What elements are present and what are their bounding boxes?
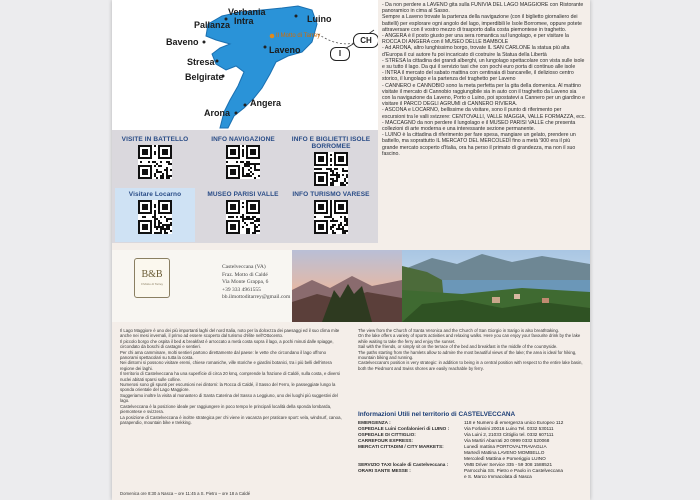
bb-address-hamlet: Fraz. Motto di Caldé [222, 271, 268, 278]
useful-info-table [358, 420, 584, 480]
qr-cell-visitare-locarno[interactable] [115, 188, 195, 242]
info-value: Via Luini 2, 21033 Cittiglio tel. 0332 607111 [464, 432, 554, 437]
bb-banner [112, 250, 590, 322]
qr-title: Visitare Locarno [128, 191, 182, 198]
bb-logo-text: B&B [141, 269, 163, 280]
description-paragraph: La posizione di Castelveccana è inoltre strategica per chi viene in vacanza per praticare sport: vela, windsurf, canoa, parapendio, mountain bike e trekking. [120, 414, 342, 425]
info-value: Martedì Mattina LAVENO MOMBELLO [464, 450, 545, 455]
description-paragraph: Il piccolo borgo che ospita il bed & breakfast è arroccato a metà costa sopra il lago, a pochi minuti dalle spiagge, circondato da boschi di castagni e sentieri. [120, 338, 334, 350]
qr-code-grid [112, 130, 378, 243]
map-town-intra: Intra [234, 16, 254, 26]
info-row [358, 474, 584, 480]
map-town-pallanza: Pallanza [194, 20, 231, 30]
description-paragraph: The paths starting from the hamlets allow to admire the most beautiful views of the lake; the area is ideal for hiking, mountain biking and running. [358, 349, 577, 361]
description-paragraph: Nei dintorni si possono visitare eremi, chiese romaniche, ville storiche e giardini botanici, tra i più belli dell'intera regione dei laghi. [120, 360, 332, 371]
mass-schedule-footer: Domenica ore 8:30 a Nasca – ore 11:45 a S. Pietro – ore 18 a Caldé [120, 491, 251, 496]
italian-description [120, 328, 342, 498]
map-town-stresa: Stresa [187, 57, 215, 67]
qr-code-icon [138, 200, 172, 234]
bb-contact-info [222, 264, 292, 302]
attraction-paragraph: - Ad ARONA, altro lunghissimo borgo, trovate IL SAN CARLONE la statua più alta d'Europa il cui autore fu poi incaricato di costruire la Statua della Libertà [382, 45, 570, 58]
description-paragraph: Numerosi sono gli spunti per escursioni nei dintorni: la Rocca di Caldé, il Sasso del Ferro, le passeggiate lungo la sponda orientale del Lago Maggiore. [120, 382, 336, 393]
qr-cell-visite-battello[interactable] [115, 133, 195, 187]
qr-code-icon [314, 152, 348, 186]
location-marker [270, 34, 275, 39]
qr-title: VISITE IN BATTELLO [121, 136, 189, 143]
qr-cell-museo-parisi-valle[interactable] [203, 188, 283, 242]
qr-cell-info-navigazione[interactable] [203, 133, 283, 187]
attraction-paragraph: - Da non perdere a LAVENO gita sulla FUNIVIA DEL LAGO MAGGIORE con Ristorante panoramico in cima al Sasso. [382, 2, 584, 15]
lake-map [112, 0, 378, 130]
description-paragraph: Per chi ama camminare, molti sentieri partono direttamente dal paese: le vette che circondano il lago offrono panorami spettacolari su tutta la costa. [120, 349, 327, 361]
description-paragraph: The view from the Church of Santa Veronica and the Church of San Giorgio in Sarigo is also breathtaking. [358, 328, 560, 333]
info-label: ORARI SANTE MESSE : [358, 468, 411, 473]
qr-title: INFO E BIGLIETTI ISOLE BORROMEE [291, 136, 371, 150]
sunset-photo [292, 250, 402, 322]
description-paragraph: Il territorio di Castelveccana ha una superficie di circa 20 kmq, comprende la frazione di Caldé, sulla costa, e diversi nuclei abitati sparsi sulle colline. [120, 371, 340, 382]
english-description [358, 328, 584, 396]
info-label: SERVIZIO TAXI locale di Castelveccana : [358, 462, 449, 467]
info-value: Via Martiri Abarrati 20 0999 0332 520068 [464, 438, 550, 443]
info-label: EMERGENZA : [358, 420, 391, 425]
attraction-paragraph: - CANNERO e CANNOBIO sono la meta perfetta per la gita della domenica. Al mattino visitate il mercato di Cannobio raggiungibile sia in auto con il traghetto da Laveno sia con la navigazione da Laveno, Porto o Luino, poi spostatevi a Cannero per un giardino e visitare il PARCO DEGLI AGRUMI di CANNERO RIVIERA. [382, 82, 586, 108]
map-town-laveno: Laveno [269, 45, 301, 55]
info-value: Mercoledì Mattina e Pomeriggio LUINO [464, 456, 546, 461]
map-town-baveno: Baveno [166, 37, 199, 47]
map-town-arona: Arona [204, 108, 231, 118]
bb-address-street: Via Monte Grappa, 6 [222, 279, 269, 286]
qr-code-icon [226, 200, 260, 234]
qr-code-icon [226, 145, 260, 179]
attractions-text [382, 2, 586, 242]
qr-cell-isole-borromee[interactable] [291, 133, 371, 187]
info-label [358, 474, 464, 480]
description-paragraph: Suggeriamo inoltre la visita al monastero di Santa Caterina del Sasso a Leggiuno, uno dei luoghi più suggestivi del lago. [120, 392, 338, 404]
switzerland-border-badge: CH [353, 33, 378, 48]
qr-title: MUSEO PARISI VALLE [207, 191, 279, 198]
info-value: Lunedì mattina PORTOVALTRAVAGLIA [464, 444, 547, 449]
lake-view-photo [402, 250, 590, 322]
info-label: CARREFOUR EXPRESS: [358, 438, 413, 443]
attraction-paragraph: - ANGERA è il posto giusto per una sera romantica sul lungolago, e per visitare la ROCCA DI ANGERA con il MUSEO DELLE BAMBOLE [382, 33, 569, 46]
info-label: MERCATI CITTADINI / CITY MARKETS: [358, 444, 444, 449]
bb-logo-subtext: Il Motto di Tarrey [140, 282, 164, 286]
info-value: 118 e Numero di emergenza unico Europeo 112 [464, 420, 564, 425]
info-value: e S. Marco Immacolata di Nasca [464, 474, 532, 479]
useful-info-title: Informazioni Utili nel territorio di CASTELVECCANA [358, 411, 516, 418]
qr-code-icon [314, 200, 348, 234]
info-value: Via Forlanini 20016 Luino Tel. 0332 530111 [464, 426, 554, 431]
description-paragraph: Il Lago Maggiore è uno dei più importanti laghi del nord Italia, noto per la dolcezza dei paesaggi ed il suo clima mite anche nei mesi invernali, il primo ad essere scoperto dal turismo d'élite nell'Ottocento. [120, 328, 340, 339]
bb-address-town: Castelveccana (VA) [222, 264, 266, 270]
attraction-paragraph: - ASCONA e LOCARNO, bellissime da visitare, sono il punto di riferimento per escursioni tra le valli svizzere: CENTOVALLI, VALLE MAGGIA, VALLE FORMAZZA, ecc. [382, 107, 586, 120]
map-town-angera: Angera [250, 98, 282, 108]
bb-logo [134, 258, 170, 298]
info-label: OSPEDALE Luini Confalonieri di LUINO : [358, 426, 450, 431]
brochure-page [112, 0, 590, 500]
attraction-paragraph: Sempre a Laveno trovate la partenza della navigazione (con il biglietto giornaliero dei battelli) per esplorare ogni angolo del lago, imperdibili le Isole Borromee, oppure potete attraversare con il vostro mezzo di trasporto dalla costa piemontese in traghetto. [382, 14, 582, 33]
map-town-luino: Luino [307, 14, 332, 24]
info-value: Parrocchia SS. Pietro e Paolo in Castelveccana [464, 468, 564, 473]
map-town-verbania: Verbania [228, 7, 266, 17]
info-value: VMB Driver Service 335 - 59 308 1588521 [464, 462, 553, 467]
bb-phone[interactable]: +39 333 4961555 [222, 286, 261, 293]
qr-cell-turismo-varese[interactable] [291, 188, 371, 242]
bb-contact-card [112, 250, 292, 322]
description-paragraph: Castelveccana è la posizione ideale per raggiungere in poco tempo le principali località della sponda lombarda, piemontese e svizzera. [120, 403, 332, 415]
description-paragraph: On the lake offers a variety of sports activities and relaxing walks. Here you can enjoy your favourite drink by the lake while waiting to take the ferry and enjoy the sunset. [358, 333, 581, 344]
italy-border-badge: I [330, 47, 350, 61]
qr-title: INFO TURISMO VARESE [292, 191, 370, 198]
description-paragraph: Sail with the friends, or simply sit on the terrace of the bed and breakfast in the middle of the countryside. [358, 344, 558, 350]
attraction-paragraph: - LUINO è la cittadina di riferimento per fare spesa, mangiare un gelato, prendere un battello, ma soprattutto IL MERCATO DEL MERCOLEDÌ fino a metà '900 era il più grande mercato scoperto d'Italia, ora ha perso il primato di grandezza, ma non il suo fascino. [382, 132, 576, 157]
info-label: OSPEDALE DI CITTIGLIO: [358, 432, 416, 437]
attraction-paragraph: - MACCAGNO da non perdere il lungolago e il MUSEO PARISI VALLE che presenta collezioni di arte moderna e una interessante sezione permanente. [382, 119, 576, 133]
attraction-paragraph: - INTRA il mercato del sabato mattina con centinaia di bancarelle, il delizioso centro storico, il lungolago e la partenza del traghetto per Laveno [382, 70, 574, 83]
bb-email[interactable]: bb.ilmottoditarrey@gmail.com [222, 294, 291, 301]
qr-title: INFO NAVIGAZIONE [211, 136, 275, 143]
qr-code-icon [138, 145, 172, 179]
attraction-paragraph: - STRESA la cittadina dei grandi alberghi, un lungolago spettacolare con vista sulle isole e su tutto il lago. Da qui il servizio taxi che con pochi euro porta di continuo alle isole [382, 57, 585, 71]
map-town-belgirate: Belgirate [185, 72, 224, 82]
map-place-marker-label: Il Motto di Tarrey [276, 33, 321, 39]
description-paragraph: Castelveccana's position is very strategic: in addition to being in a central position with respect to the entire lake basin, both the Piedmont and Swiss shores are easily reachable by ferry. [358, 360, 583, 371]
